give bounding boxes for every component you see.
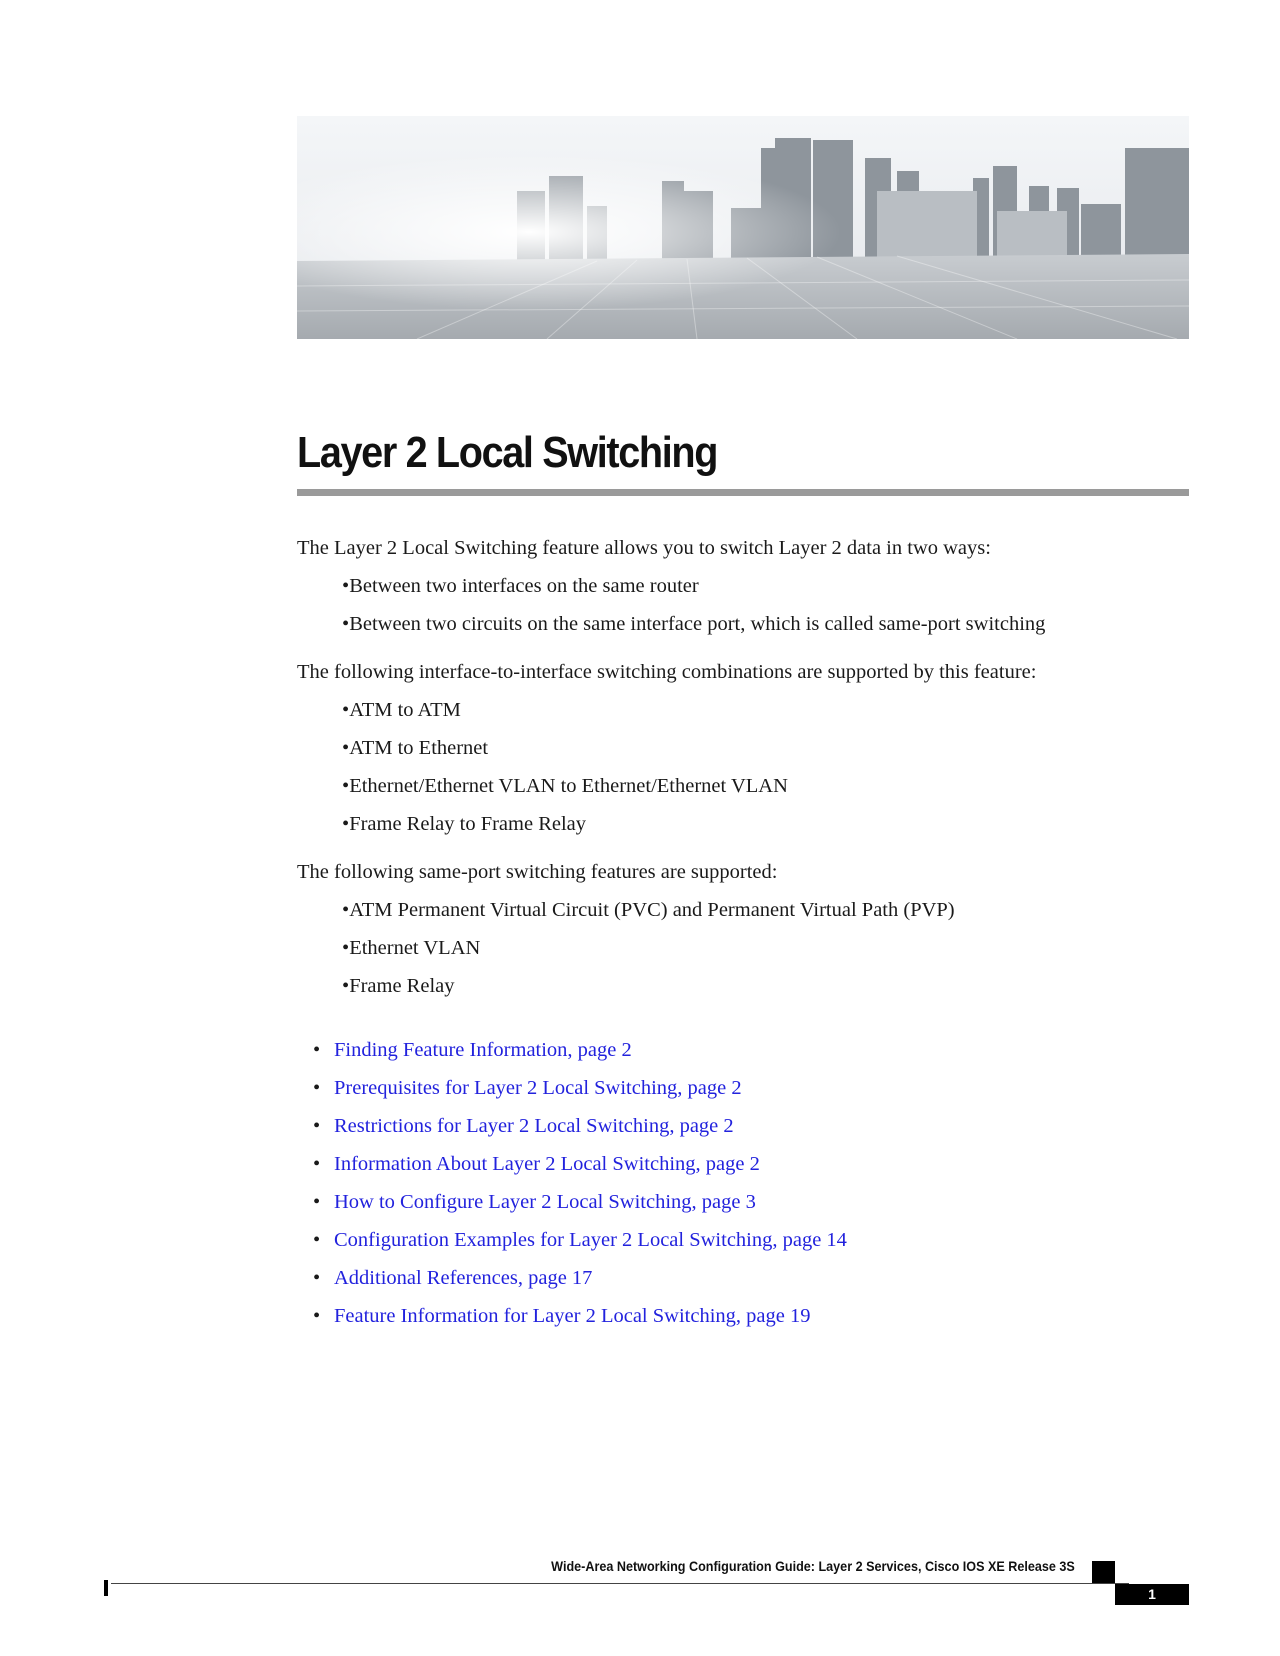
toc-link-finding-feature-information[interactable]: Finding Feature Information, page 2	[334, 1039, 632, 1061]
toc-link-restrictions[interactable]: Restrictions for Layer 2 Local Switching, page 2	[334, 1115, 734, 1137]
toc-item	[313, 1188, 1189, 1216]
footer-left-tick	[104, 1580, 108, 1596]
footer-guide-title: Wide-Area Networking Configuration Guide: Layer 2 Services, Cisco IOS XE Release 3S	[551, 1558, 1075, 1574]
bullet-icon: •	[313, 1077, 321, 1099]
list-item: • Ethernet VLAN	[342, 934, 1189, 962]
toc-link-information-about[interactable]: Information About Layer 2 Local Switching, page 2	[334, 1153, 760, 1175]
bullet-icon: •	[313, 1153, 321, 1175]
ways-list	[297, 572, 1189, 638]
bullet-icon: •	[313, 1191, 321, 1213]
toc-link-how-to-configure[interactable]: How to Configure Layer 2 Local Switching, page 3	[334, 1191, 756, 1213]
toc-item	[313, 1112, 1189, 1140]
header-city-image	[297, 116, 1189, 339]
footer-marker	[1092, 1561, 1115, 1583]
sameport-paragraph: The following same-port switching features are supported:	[297, 861, 778, 883]
toc-link-feature-information[interactable]: Feature Information for Layer 2 Local Switching, page 19	[334, 1305, 811, 1327]
list-item: • Frame Relay	[342, 972, 1189, 1000]
toc-item	[313, 1226, 1189, 1254]
toc-link-configuration-examples[interactable]: Configuration Examples for Layer 2 Local Switching, page 14	[334, 1229, 847, 1251]
page-title: Layer 2 Local Switching	[297, 428, 718, 477]
footer-rule	[111, 1583, 1129, 1584]
chapter-body	[297, 534, 1189, 1340]
list-item: • ATM to Ethernet	[342, 734, 1189, 762]
combinations-list	[297, 696, 1189, 838]
bullet-icon: •	[313, 1115, 321, 1137]
bullet-icon: •	[313, 1305, 321, 1327]
toc-link-additional-references[interactable]: Additional References, page 17	[334, 1267, 593, 1289]
list-item: • Between two interfaces on the same router	[342, 572, 1189, 600]
toc-item	[313, 1036, 1189, 1064]
toc-item	[313, 1150, 1189, 1178]
bullet-icon: •	[313, 1267, 321, 1289]
list-item: • Ethernet/Ethernet VLAN to Ethernet/Ethernet VLAN	[342, 772, 1189, 800]
sameport-list	[297, 896, 1189, 1000]
list-item: • Between two circuits on the same interface port, which is called same-port switching	[342, 610, 1189, 638]
combinations-paragraph: The following interface-to-interface switching combinations are supported by this feature:	[297, 661, 1037, 683]
toc-link-prerequisites[interactable]: Prerequisites for Layer 2 Local Switching, page 2	[334, 1077, 742, 1099]
toc-item	[313, 1264, 1189, 1292]
bullet-icon: •	[313, 1229, 321, 1251]
list-item: • ATM Permanent Virtual Circuit (PVC) and Permanent Virtual Path (PVP)	[342, 896, 1189, 924]
page-number: 1	[1115, 1584, 1189, 1605]
toc-list	[297, 1036, 1189, 1330]
intro-paragraph: The Layer 2 Local Switching feature allows you to switch Layer 2 data in two ways:	[297, 537, 991, 559]
toc-item	[313, 1302, 1189, 1330]
toc-item	[313, 1074, 1189, 1102]
list-item: • ATM to ATM	[342, 696, 1189, 724]
title-rule	[297, 489, 1189, 496]
city-skyline-image	[297, 116, 1189, 339]
bullet-icon: •	[313, 1039, 321, 1061]
list-item: • Frame Relay to Frame Relay	[342, 810, 1189, 838]
